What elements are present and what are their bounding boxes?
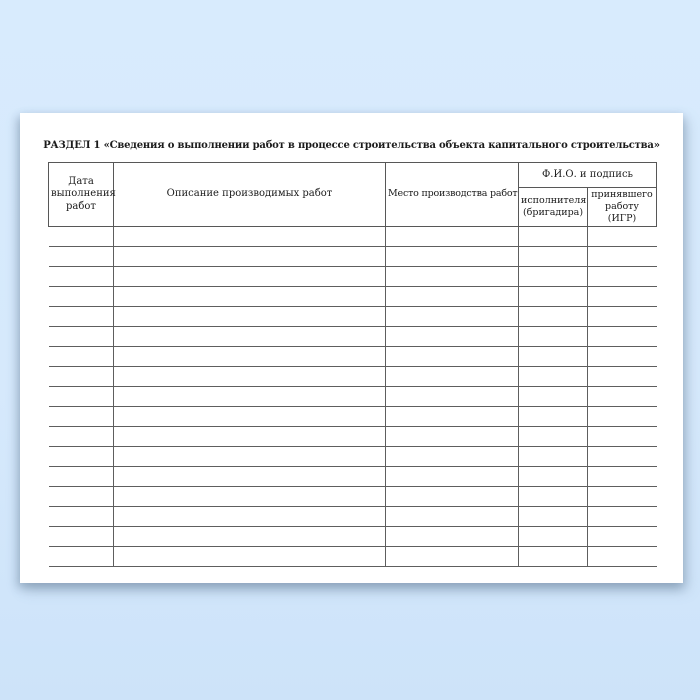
empty-cell xyxy=(519,226,588,246)
empty-cell xyxy=(49,346,114,366)
empty-cell xyxy=(588,386,657,406)
empty-cell xyxy=(519,326,588,346)
table-row xyxy=(49,426,657,446)
empty-cell xyxy=(114,506,386,526)
header-performer-foreman: исполнителя (бригадира) xyxy=(519,188,588,227)
empty-cell xyxy=(588,286,657,306)
empty-cell xyxy=(49,406,114,426)
table-row xyxy=(49,486,657,506)
empty-cell xyxy=(49,526,114,546)
empty-cell xyxy=(114,306,386,326)
empty-cell xyxy=(588,466,657,486)
empty-cell xyxy=(588,506,657,526)
header-work-location: Место производства работ xyxy=(386,163,519,227)
table-header xyxy=(49,163,657,227)
table-row xyxy=(49,306,657,326)
empty-cell xyxy=(114,226,386,246)
empty-cell xyxy=(519,366,588,386)
empty-cell xyxy=(49,426,114,446)
empty-cell xyxy=(114,346,386,366)
empty-cell xyxy=(519,526,588,546)
table-row xyxy=(49,506,657,526)
empty-cell xyxy=(386,306,519,326)
empty-cell xyxy=(386,506,519,526)
empty-cell xyxy=(114,266,386,286)
table-row xyxy=(49,266,657,286)
empty-cell xyxy=(588,366,657,386)
empty-cell xyxy=(49,306,114,326)
empty-cell xyxy=(49,506,114,526)
empty-cell xyxy=(588,526,657,546)
empty-cell xyxy=(49,366,114,386)
empty-cell xyxy=(588,546,657,566)
empty-cell xyxy=(588,306,657,326)
header-date-of-work: Дата выполнения работ xyxy=(49,163,114,227)
empty-cell xyxy=(386,526,519,546)
header-work-acceptor: принявшего работу (ИГР) xyxy=(588,188,657,227)
empty-cell xyxy=(588,246,657,266)
empty-cell xyxy=(49,546,114,566)
section-title: РАЗДЕЛ 1 «Сведения о выполнении работ в процессе строительства объекта капитального строительства» xyxy=(43,140,660,151)
empty-cell xyxy=(519,466,588,486)
table-row xyxy=(49,226,657,246)
empty-cell xyxy=(588,266,657,286)
empty-cell xyxy=(386,446,519,466)
empty-cell xyxy=(519,386,588,406)
empty-cell xyxy=(588,346,657,366)
empty-cell xyxy=(386,246,519,266)
table-row xyxy=(49,246,657,266)
empty-cell xyxy=(588,446,657,466)
table-row xyxy=(49,526,657,546)
empty-cell xyxy=(386,286,519,306)
table-row xyxy=(49,286,657,306)
empty-cell xyxy=(114,246,386,266)
empty-cell xyxy=(519,406,588,426)
empty-cell xyxy=(519,246,588,266)
empty-cell xyxy=(588,486,657,506)
empty-cell xyxy=(519,426,588,446)
work-log-table xyxy=(48,162,657,567)
empty-cell xyxy=(519,506,588,526)
empty-cell xyxy=(49,326,114,346)
empty-cell xyxy=(49,246,114,266)
empty-cell xyxy=(114,386,386,406)
empty-cell xyxy=(386,466,519,486)
empty-cell xyxy=(49,486,114,506)
empty-cell xyxy=(588,326,657,346)
empty-cell xyxy=(49,446,114,466)
empty-cell xyxy=(49,386,114,406)
empty-cell xyxy=(588,406,657,426)
empty-cell xyxy=(49,226,114,246)
empty-cell xyxy=(386,406,519,426)
empty-cell xyxy=(588,426,657,446)
empty-cell xyxy=(114,366,386,386)
empty-cell xyxy=(386,546,519,566)
empty-cell xyxy=(386,486,519,506)
empty-cell xyxy=(114,466,386,486)
table-body xyxy=(49,226,657,566)
empty-cell xyxy=(386,266,519,286)
empty-cell xyxy=(519,286,588,306)
empty-cell xyxy=(519,446,588,466)
table-row xyxy=(49,446,657,466)
empty-cell xyxy=(49,466,114,486)
empty-cell xyxy=(114,526,386,546)
document-page xyxy=(20,113,683,583)
empty-cell xyxy=(114,426,386,446)
empty-cell xyxy=(386,346,519,366)
empty-cell xyxy=(49,266,114,286)
table-row xyxy=(49,546,657,566)
empty-cell xyxy=(114,286,386,306)
empty-cell xyxy=(386,426,519,446)
empty-cell xyxy=(519,266,588,286)
empty-cell xyxy=(519,486,588,506)
empty-cell xyxy=(114,546,386,566)
table-row xyxy=(49,326,657,346)
empty-cell xyxy=(519,306,588,326)
table-row xyxy=(49,366,657,386)
empty-cell xyxy=(114,406,386,426)
empty-cell xyxy=(519,346,588,366)
empty-cell xyxy=(49,286,114,306)
table-row xyxy=(49,406,657,426)
empty-cell xyxy=(386,326,519,346)
empty-cell xyxy=(114,446,386,466)
empty-cell xyxy=(386,366,519,386)
header-name-and-signature-group: Ф.И.О. и подпись xyxy=(519,163,657,188)
empty-cell xyxy=(114,486,386,506)
table-row xyxy=(49,466,657,486)
empty-cell xyxy=(386,226,519,246)
empty-cell xyxy=(114,326,386,346)
table-row xyxy=(49,386,657,406)
empty-cell xyxy=(519,546,588,566)
table-row xyxy=(49,346,657,366)
empty-cell xyxy=(386,386,519,406)
empty-cell xyxy=(588,226,657,246)
header-work-description: Описание производимых работ xyxy=(114,163,386,227)
